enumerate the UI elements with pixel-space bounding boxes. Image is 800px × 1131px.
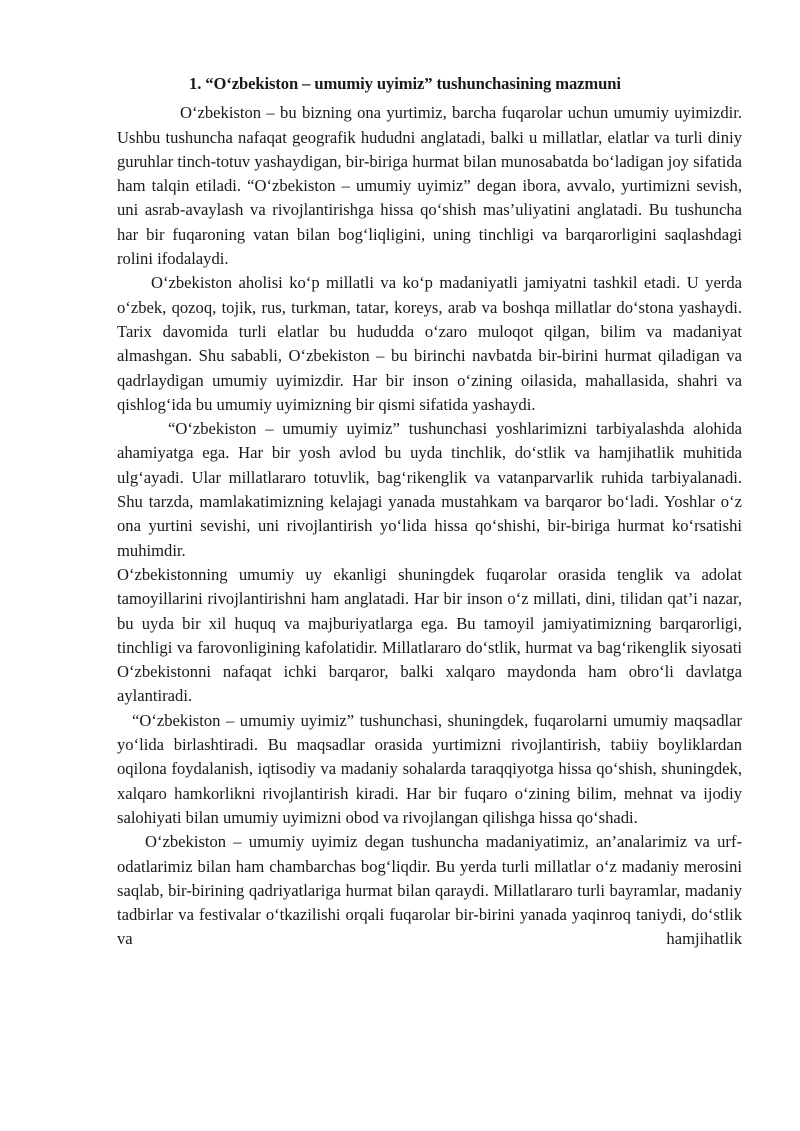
- paragraph-6: O‘zbekiston – umumiy uyimiz degan tushuncha madaniyatimiz, an’analarimiz va urf-odatlarimiz bilan ham chambarchas bog‘liqdir. Bu yerda turli millatlar o‘z madaniy merosini saqlab, bir-birining qadriyatlariga hurmat bilan qaraydi. Millatlararo turli bayramlar, madaniy tadbirlar va festivalar o‘tkazilishi orqali fuqarolar bir-birini yanada yaqinroq taniydi, do‘stlik va hamjihatlik: [117, 832, 742, 949]
- paragraph-1: O‘zbekiston – bu bizning ona yurtimiz, barcha fuqarolar uchun umumiy uyimizdir. Ushbu tushuncha nafaqat geografik hududni anglatadi, balki u millatlar, elatlar va turli diniy guruhlar tinch-totuv yashaydigan, bir-biriga hurmat bilan munosabatda bo‘ladigan joy sifatida ham talqin etiladi. “O‘zbekiston – umumiy uyimiz” degan ibora, avvalo, yurtimizni sevish, uni asrab-avaylash va rivojlantirishga hissa qo‘shish mas’uliyatini anglatadi. Bu tushuncha har bir fuqaroning vatan bilan bog‘liqligini, uning tinchligi va barqarorligini saqlashdagi rolini ifodalaydi.: [117, 103, 742, 269]
- paragraph-5: “O‘zbekiston – umumiy uyimiz” tushunchasi, shuningdek, fuqarolarni umumiy maqsadlar yo‘lida birlashtiradi. Bu maqsadlar orasida yurtimizni rivojlantirish, tabiiy boyliklardan oqilona foydalanish, iqtisodiy va madaniy sohalarda taraqqiyotga hissa qo‘shish, shuningdek, xalqaro hamkorlikni rivojlantirish kiradi. Har bir fuqaro o‘zining bilim, mehnat va ijodiy salohiyati bilan umumiy uyimizni obod va rivojlangan qilishga hissa qo‘shadi.: [117, 710, 742, 827]
- paragraph-2: O‘zbekiston aholisi ko‘p millatli va ko‘p madaniyatli jamiyatni tashkil etadi. U yerda o‘zbek, qozoq, tojik, rus, turkman, tatar, koreys, arab va boshqa millatlar do‘stona yashaydi. Tarix davomida turli elatlar bu hududda o‘zaro muloqot qilgan, bilim va madaniyat almashgan. Shu sababli, O‘zbekiston – bu birinchi navbatda bir-birini hurmat qiladigan va qadrlaydigan umumiy uyimizdir. Har bir inson o‘zining oilasida, mahallasida, shahri va qishlog‘ida bu umumiy uyimizning bir qismi sifatida yashaydi.: [117, 273, 742, 414]
- paragraph-4: O‘zbekistonning umumiy uy ekanligi shuningdek fuqarolar orasida tenglik va adolat tamoyillarini rivojlantirishni ham anglatadi. Har bir inson o‘z millati, dini, tilidan qat’i nazar, bu uyda bir xil huquq va majburiyatlarga ega. Bu tamoyil jamiyatimizning barqarorligi, tinchligi va farovonligining kafolatidir. Millatlararo do‘stlik, hurmat va bag‘rikenglik siyosati O‘zbekistonni nafaqat ichki barqaror, balki xalqaro maydonda ham obro‘li davlatga aylantiradi.: [117, 564, 742, 706]
- section-heading: 1. “O‘zbekiston – umumiy uyimiz” tushunchasining mazmuni: [189, 74, 621, 93]
- document-page: [117, 72, 742, 952]
- paragraph-3: “O‘zbekiston – umumiy uyimiz” tushunchasi yoshlarimizni tarbiyalashda alohida ahamiyatga ega. Har bir yosh avlod bu uyda tinchlik, do‘stlik va hamjihatlik muhitida ulg‘ayadi. Ular millatlararo totuvlik, bag‘rikenglik va vatanparvarlik ruhida tarbiyalanadi. Shu tarzda, mamlakatimizning kelajagi yanada mustahkam va barqaror bo‘ladi. Yoshlar o‘z ona yurtini sevishi, uni rivojlantirish yo‘lida hissa qo‘shishi, bir-biriga hurmat ko‘rsatishi muhimdir.: [117, 419, 742, 560]
